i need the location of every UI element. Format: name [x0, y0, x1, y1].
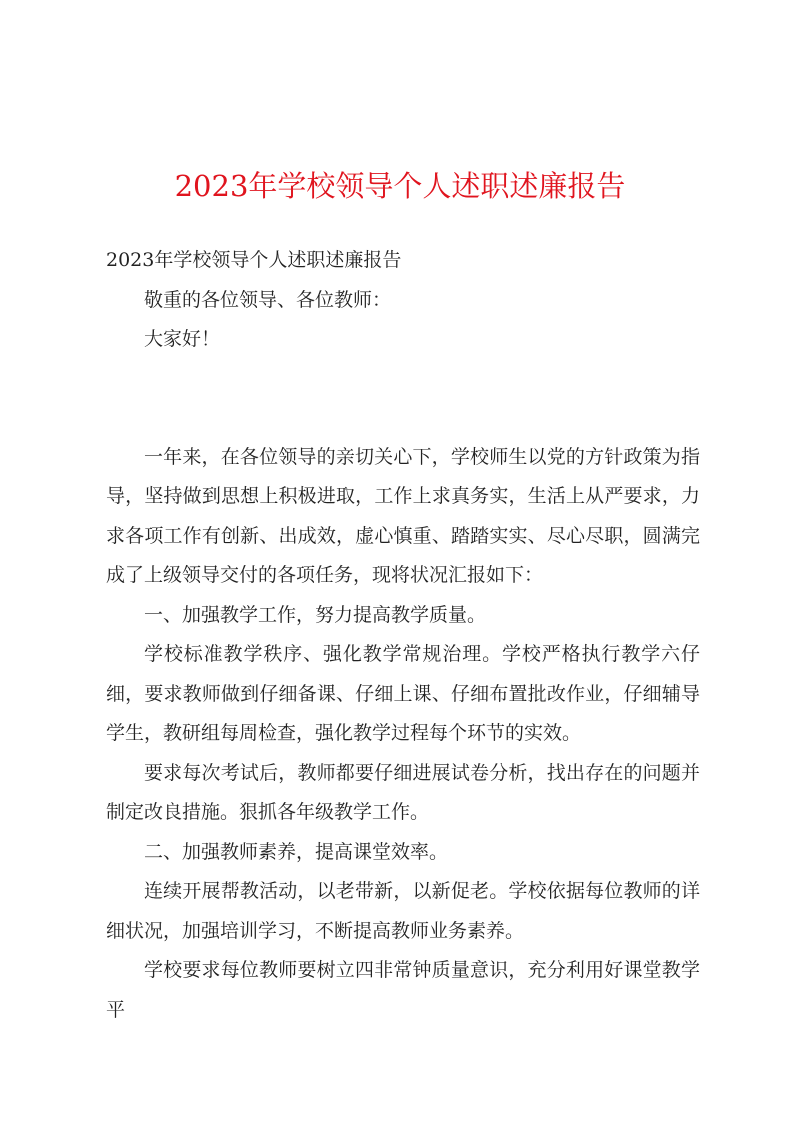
document-title: 2023年学校领导个人述职述廉报告	[174, 169, 626, 203]
salutation: 敬重的各位领导、各位教师：	[144, 288, 392, 311]
paragraph-intro: 一年来，在各位领导的亲切关心下，学校师生以党的方针政策为指导，坚持做到思想上积极进取，工作上求真务实，生活上从严要求，力求各项工作有创新、出成效，虚心慎重、踏踏实实、尽心尽职，圆满完成了上级领导交付的各项任务，现将状况汇报如下：	[106, 445, 700, 586]
paragraph: 要求每次考试后，教师都要仔细进展试卷分析，找出存在的问题并制定改良措施。狠抓各年级教学工作。	[106, 761, 700, 823]
paragraph: 连续开展帮教活动，以老带新，以新促老。学校依据每位教师的详细状况，加强培训学习，不断提高教师业务素养。	[106, 880, 700, 942]
paragraph: 学校标准教学秩序、强化教学常规治理。学校严格执行教学六仔细，要求教师做到仔细备课、仔细上课、仔细布置批改作业，仔细辅导学生，教研组每周检查，强化教学过程每个环节的实效。	[106, 643, 700, 744]
greeting: 大家好！	[144, 328, 221, 350]
document-subtitle: 2023年学校领导个人述职述廉报告	[106, 249, 402, 271]
section-heading-two: 二、加强教师素养，提高课堂效率。	[144, 840, 449, 863]
document-body	[106, 241, 700, 1030]
paragraph: 学校要求每位教师要树立四非常钟质量意识，充分利用好课堂教学平	[106, 959, 700, 1021]
paragraph-spacer	[106, 360, 700, 438]
section-heading-one: 一、加强教学工作，努力提高教学质量。	[144, 603, 487, 626]
